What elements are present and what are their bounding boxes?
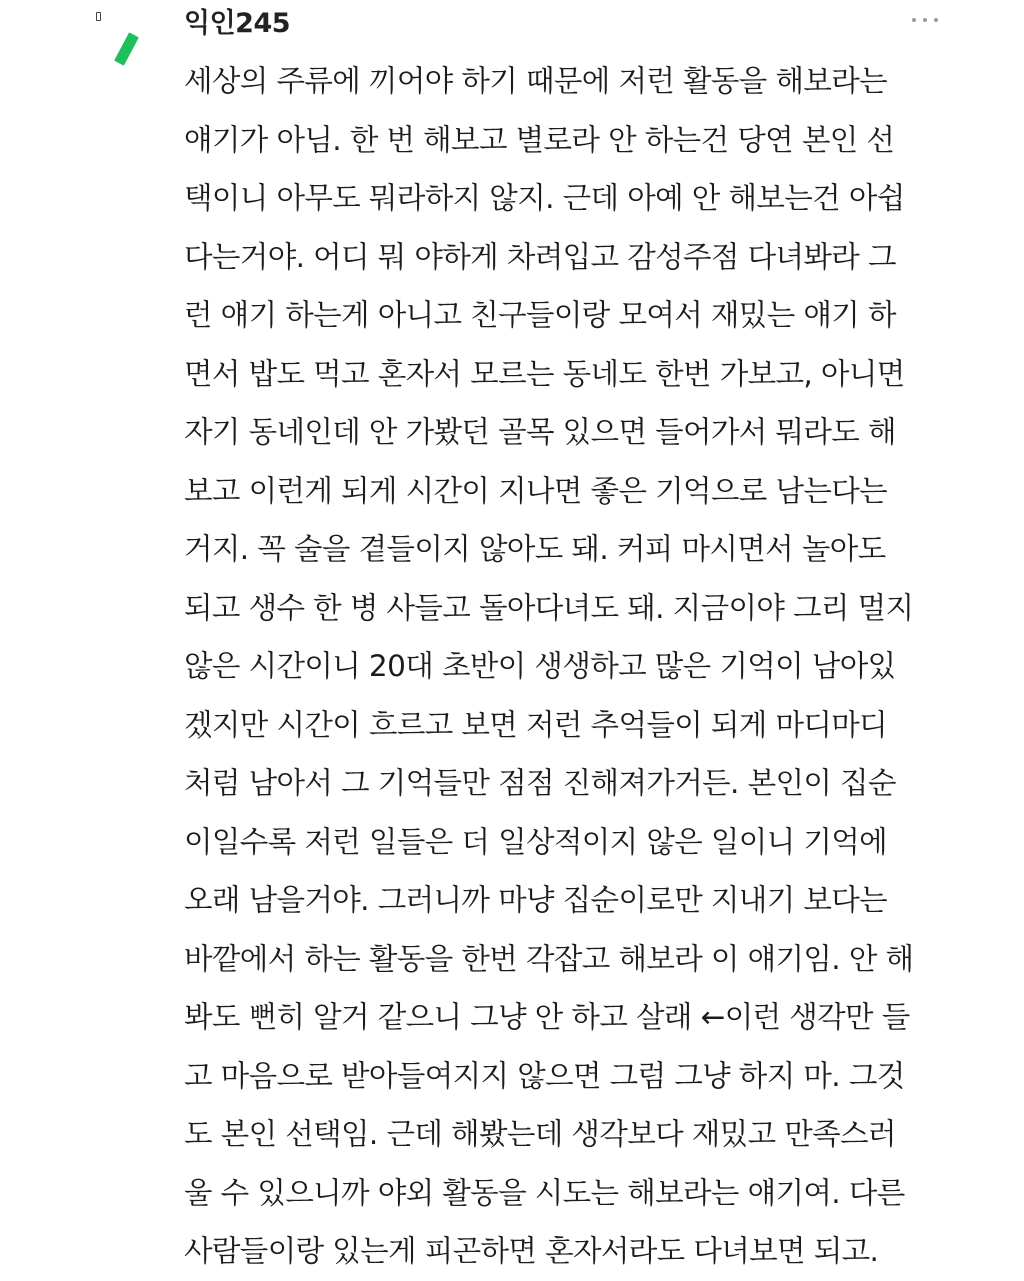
comment-line: 얘기가 아님. 한 번 해보고 별로라 안 하는건 당연 본인 선 [184,122,895,157]
comment-line: 오래 남을거야. 그러니까 마냥 집순이로만 지내기 보다는 [184,883,888,917]
comment-line: 처럼 남아서 그 기억들만 점점 진해져가거든. 본인이 집순 [184,766,896,800]
green-accent-bar [114,32,139,65]
comment-line: 자기 동네인데 안 가봤던 골목 있으면 들어가서 뭐라도 해 [184,415,896,449]
reply-marker-icon [96,12,101,21]
comment-line: 봐도 뻔히 알거 같으니 그냥 안 하고 살래 ←이런 생각만 들 [184,1000,910,1034]
more-dot [923,18,927,22]
comment-line: 거지. 꼭 술을 곁들이지 않아도 돼. 커피 마시면서 놀아도 [184,532,886,566]
comment-line: 바깥에서 하는 활동을 한번 각잡고 해보라 이 얘기임. 안 해 [184,941,914,976]
comment-line: 런 얘기 하는게 아니고 친구들이랑 모여서 재밌는 얘기 하 [184,298,896,332]
comment-line: 다는거야. 어디 뭐 야하게 차려입고 감성주점 다녀봐라 그 [184,239,896,274]
comment-line: 않은 시간이니 20대 초반이 생생하고 많은 기억이 남아있 [184,649,896,683]
comment-line: 울 수 있으니까 야외 활동을 시도는 해보라는 얘기여. 다른 [184,1175,905,1210]
more-dot [934,18,938,22]
comment-line: 도 본인 선택임. 근데 해봤는데 생각보다 재밌고 만족스러 [184,1117,896,1151]
comment-line: 세상의 주류에 끼어야 하기 때문에 저런 활동을 해보라는 [184,64,888,98]
comment-author: 익인245 [184,8,291,39]
comment-line: 고 마음으로 받아들여지지 않으면 그럼 그냥 하지 마. 그것 [184,1058,905,1093]
comment-line: 되고 생수 한 병 사들고 돌아다녀도 돼. 지금이야 그리 멀지 [184,590,914,625]
more-options-icon[interactable] [912,10,938,30]
comment-line: 보고 이런게 되게 시간이 지나면 좋은 기억으로 남는다는 [184,473,888,508]
comment-line: 택이니 아무도 뭐라하지 않지. 근데 아예 안 해보는건 아쉽 [184,181,905,215]
comment-body [184,52,944,1281]
comment-line: 겠지만 시간이 흐르고 보면 저런 추억들이 되게 마디마디 [184,707,888,742]
comment-line: 이일수록 저런 일들은 더 일상적이지 않은 일이니 기억에 [184,824,888,859]
comment-line: 사람들이랑 있는게 피곤하면 혼자서라도 다녀보면 되고. [184,1234,879,1268]
comment-line: 면서 밥도 먹고 혼자서 모르는 동네도 한번 가보고, 아니면 [184,356,905,391]
more-dot [912,18,916,22]
